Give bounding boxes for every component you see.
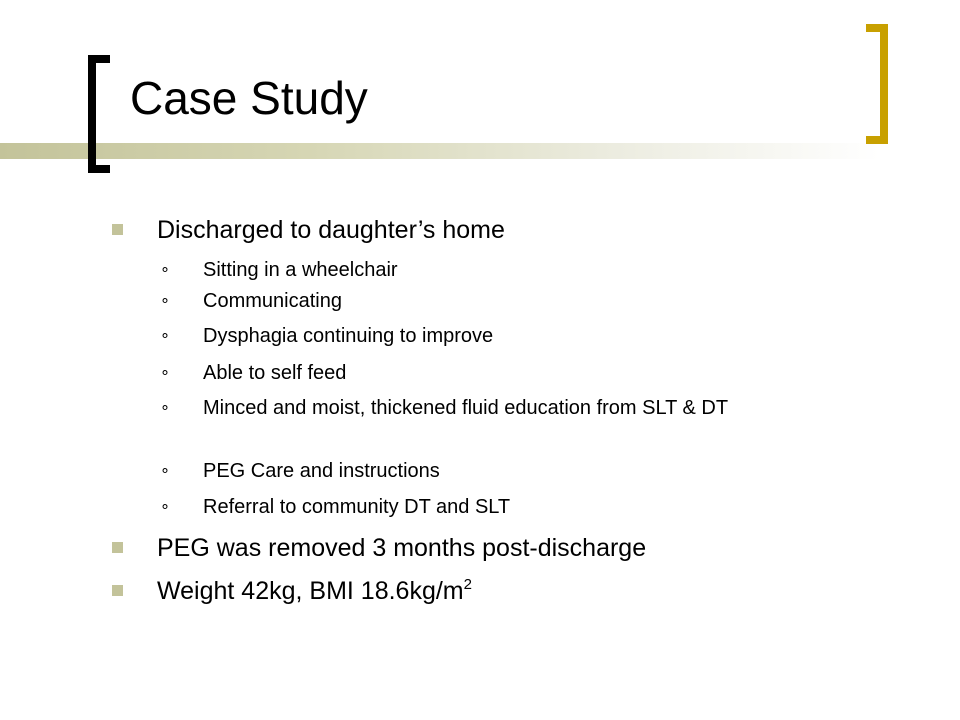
bullet-item <box>157 215 505 245</box>
right-bracket-decoration <box>866 24 888 144</box>
sub-bullet-item <box>160 397 883 419</box>
sub-bullet-item <box>160 259 883 281</box>
title-underline-bar <box>0 143 880 159</box>
bullet-item <box>157 576 472 606</box>
sub-bullet-item <box>160 290 883 312</box>
sub-bullet-item <box>160 496 883 518</box>
square-bullet-icon <box>112 542 123 553</box>
sub-bullet-text: PEG Care and instructions <box>203 460 440 482</box>
sub-bullet-text: Minced and moist, thickened fluid education from SLT & DT <box>203 397 729 419</box>
superscript-text: 2 <box>463 576 472 593</box>
sub-bullet-item <box>160 460 883 482</box>
sub-bullet-text: Referral to community DT and SLT <box>203 496 511 518</box>
bullet-text: Weight 42kg, BMI 18.6kg/m <box>157 577 464 605</box>
circle-bullet-icon: ∘ <box>160 498 171 515</box>
sub-bullet-text: Sitting in a wheelchair <box>203 259 398 281</box>
sub-bullet-text: Able to self feed <box>203 362 347 384</box>
slide-title: Case Study <box>130 72 368 124</box>
circle-bullet-icon: ∘ <box>160 364 171 381</box>
square-bullet-icon <box>112 585 123 596</box>
sub-bullet-text: Communicating <box>203 290 342 312</box>
circle-bullet-icon: ∘ <box>160 399 171 416</box>
sub-bullet-text: Dysphagia continuing to improve <box>203 325 494 347</box>
bullet-text: PEG was removed 3 months post-discharge <box>157 534 647 562</box>
bullet-text: Discharged to daughter’s home <box>157 216 505 244</box>
sub-bullet-item <box>160 325 883 347</box>
circle-bullet-icon: ∘ <box>160 327 171 344</box>
left-bracket-decoration <box>88 55 110 173</box>
circle-bullet-icon: ∘ <box>160 261 171 278</box>
bullet-item <box>157 533 646 563</box>
sub-bullet-item <box>160 362 883 384</box>
circle-bullet-icon: ∘ <box>160 292 171 309</box>
square-bullet-icon <box>112 224 123 235</box>
circle-bullet-icon: ∘ <box>160 462 171 479</box>
